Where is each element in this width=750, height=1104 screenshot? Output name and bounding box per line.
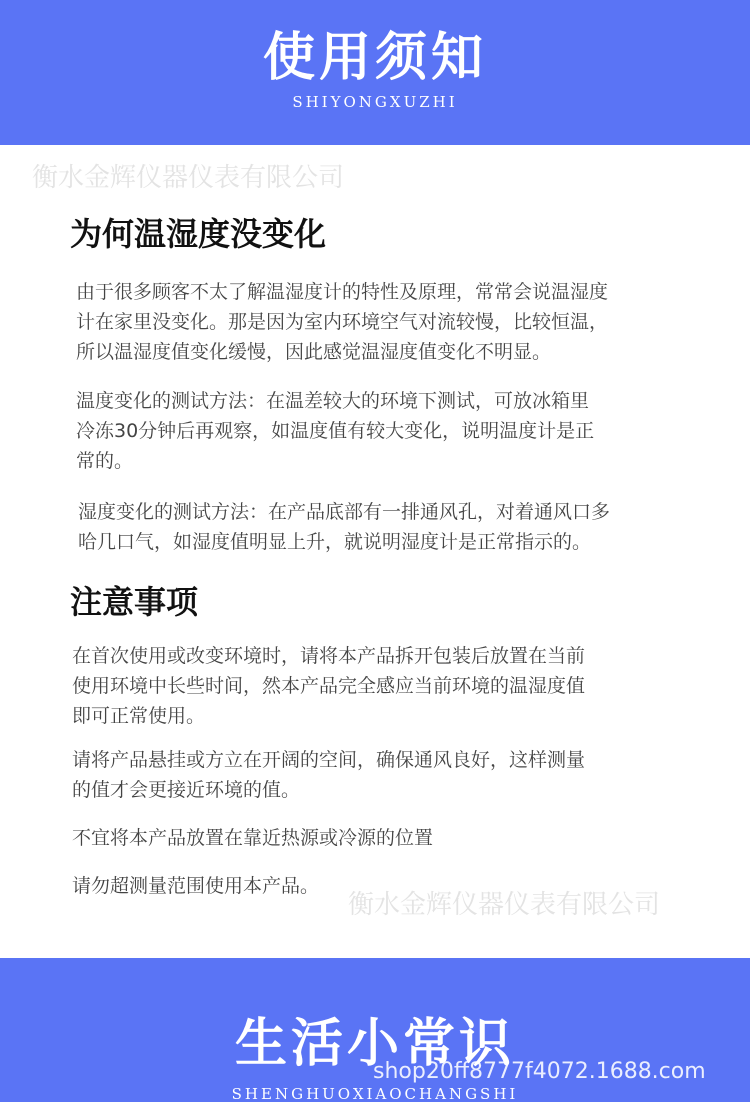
- company-watermark-top: 衡水金辉仪器仪表有限公司: [32, 163, 345, 193]
- text-line: 由于很多顾客不太了解温湿度计的特性及原理，常常会说温湿度: [76, 281, 609, 303]
- text-line: 请将产品悬挂或方立在开阔的空间，确保通风良好，这样测量: [72, 749, 586, 771]
- header-banner: [0, 0, 750, 145]
- header-subtitle: SHIYONGXUZHI: [292, 93, 458, 111]
- text-line: 使用环境中长些时间，然本产品完全感应当前环境的温湿度值: [72, 675, 586, 697]
- text-line: 计在家里没变化。那是因为室内环境空气对流较慢，比较恒温，: [76, 311, 609, 333]
- header-title: 使用须知: [262, 28, 487, 88]
- text-line: 湿度变化的测试方法：在产品底部有一排通风孔，对着通风口多: [78, 501, 611, 523]
- paragraph-placement: [72, 745, 712, 805]
- text-line: 温度变化的测试方法：在温差较大的环境下测试，可放冰箱里: [76, 390, 590, 412]
- text-line: 的值才会更接近环境的值。: [72, 779, 301, 801]
- text-line: 在首次使用或改变环境时，请将本产品拆开包装后放置在当前: [72, 645, 586, 667]
- paragraph-humidity-test: [78, 497, 718, 557]
- footer-subtitle: SHENGHUOXIAOCHANGSHI: [231, 1085, 519, 1103]
- text-line: 常的。: [76, 450, 134, 472]
- text-line: 请勿超测量范围使用本产品。: [72, 875, 320, 897]
- text-line: 所以温湿度值变化缓慢，因此感觉温湿度值变化不明显。: [76, 341, 552, 363]
- footer-title: 生活小常识: [234, 1014, 515, 1074]
- paragraph-temperature-test: [76, 386, 716, 476]
- section-heading-why-no-change: 为何温湿度没变化: [70, 215, 327, 253]
- paragraph-explanation: [76, 277, 716, 367]
- text-line: 不宜将本产品放置在靠近热源或冷源的位置: [72, 827, 434, 849]
- text-line: 哈几口气，如湿度值明显上升，就说明湿度计是正常指示的。: [78, 531, 592, 553]
- text-line: 即可正常使用。: [72, 705, 206, 727]
- section-heading-notes: 注意事项: [70, 583, 199, 621]
- shop-url-watermark: shop20ff8777f4072.1688.com: [373, 1059, 706, 1084]
- paragraph-first-use: [72, 641, 712, 731]
- text-line: 冷冻30分钟后再观察，如温度值有较大变化，说明温度计是正: [76, 420, 595, 442]
- company-watermark-bottom: 衡水金辉仪器仪表有限公司: [348, 890, 661, 920]
- paragraph-heat-source-warning: [72, 823, 712, 853]
